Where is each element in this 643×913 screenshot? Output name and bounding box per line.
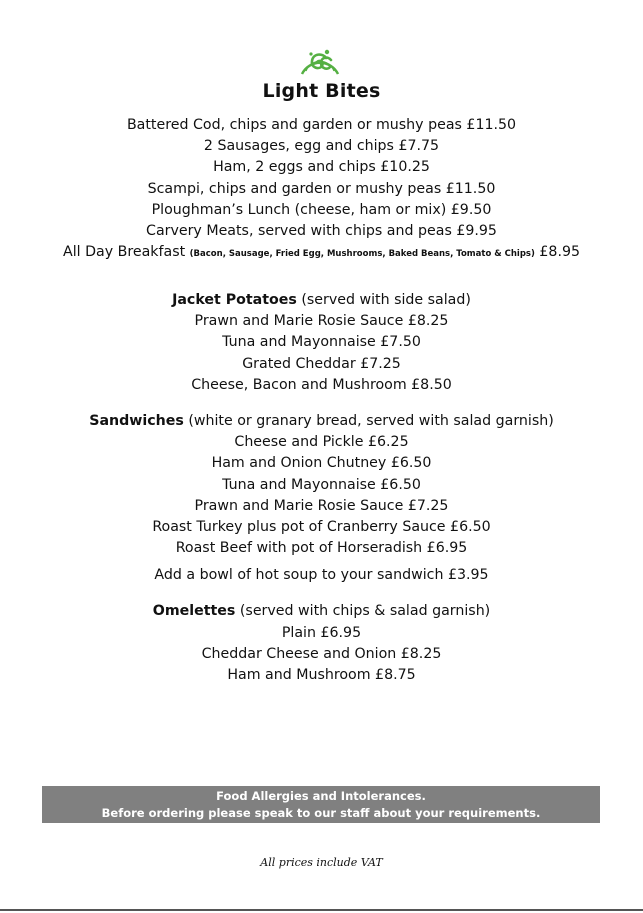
menu-item: Prawn and Marie Rosie Sauce £7.25 <box>194 498 449 514</box>
section-note: (white or granary bread, served with salad garnish) <box>188 413 554 429</box>
breakfast-item <box>0 243 643 263</box>
page-bottom-divider <box>0 909 643 911</box>
menu-item: Ham and Onion Chutney £6.50 <box>211 455 432 471</box>
menu-item: Cheese, Bacon and Mushroom £8.50 <box>191 377 452 393</box>
section-note: (served with side salad) <box>301 292 471 308</box>
menu-item: Carvery Meats, served with chips and peas £9.95 <box>146 223 497 239</box>
menu-item: Cheese and Pickle £6.25 <box>234 434 409 450</box>
allergy-text: Before ordering please speak to our staff about your requirements. <box>101 806 541 820</box>
breakfast-price: £8.95 <box>539 244 581 260</box>
menu-item: Tuna and Mayonnaise £7.50 <box>222 334 421 350</box>
menu-item: Prawn and Marie Rosie Sauce £8.25 <box>194 313 449 329</box>
menu-item: 2 Sausages, egg and chips £7.75 <box>203 138 440 154</box>
menu-item: Ploughman’s Lunch (cheese, ham or mix) £9.50 <box>151 202 492 218</box>
menu-item: Ham, 2 eggs and chips £10.25 <box>213 159 430 175</box>
menu-item: Scampi, chips and garden or mushy peas £11.50 <box>147 181 496 197</box>
restaurant-logo-icon <box>296 40 344 78</box>
menu-item: Grated Cheddar £7.25 <box>242 356 401 372</box>
menu-item: Roast Turkey plus pot of Cranberry Sauce £6.50 <box>152 519 491 535</box>
page-title: Light Bites <box>262 80 381 102</box>
omelettes-heading <box>0 602 643 620</box>
menu-item: Ham and Mushroom £8.75 <box>227 667 416 683</box>
allergy-banner <box>42 786 600 823</box>
section-heading: Sandwiches <box>89 413 184 429</box>
menu-item: Tuna and Mayonnaise £6.50 <box>222 477 421 493</box>
section-heading: Omelettes <box>152 603 236 619</box>
allergy-title: Food Allergies and Intolerances. <box>216 789 426 803</box>
menu-item: Battered Cod, chips and garden or mushy peas £11.50 <box>126 117 517 133</box>
section-heading: Jacket Potatoes <box>172 292 297 308</box>
jacket-potatoes-heading <box>0 291 643 309</box>
menu-item: Cheddar Cheese and Onion £8.25 <box>201 646 442 662</box>
menu-item: Plain £6.95 <box>281 625 362 641</box>
section-note: (served with chips & salad garnish) <box>239 603 491 619</box>
soup-addon: Add a bowl of hot soup to your sandwich £3.95 <box>154 567 489 583</box>
breakfast-name: All Day Breakfast <box>62 244 186 260</box>
menu-item: Roast Beef with pot of Horseradish £6.95 <box>175 540 468 556</box>
sandwiches-heading <box>0 412 643 430</box>
breakfast-detail: (Bacon, Sausage, Fried Egg, Mushrooms, Baked Beans, Tomato & Chips) <box>189 249 535 259</box>
vat-note: All prices include VAT <box>260 856 383 869</box>
